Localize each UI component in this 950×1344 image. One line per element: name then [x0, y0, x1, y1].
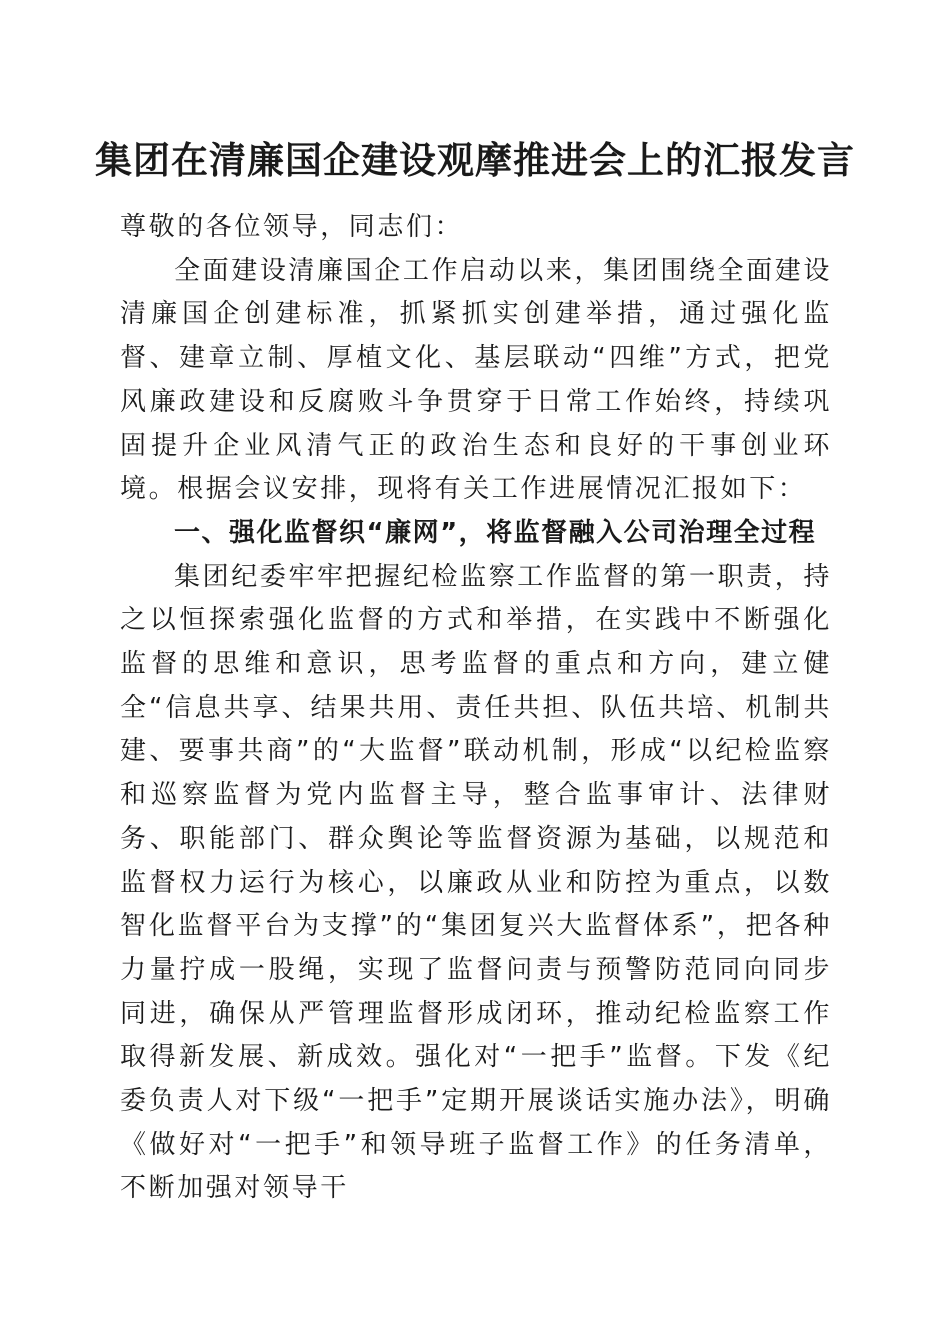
salutation: 尊敬的各位领导，同志们： — [120, 212, 464, 242]
document-title: 集团在清廉国企建设观摩推进会上的汇报发言 — [95, 138, 855, 182]
document-body — [120, 206, 832, 1211]
intro-paragraph: 全面建设清廉国企工作启动以来，集团围绕全面建设清廉国企创建标准，抓紧抓实创建举措，通过强化监督、建章立制、厚植文化、基层联动“四维”方式，把党风廉政建设和反腐败斗争贯穿于日常工作始终，持续巩固提升企业风清气正的政治生态和良好的干事创业环境。根据会议安排，现将有关工作进展情况汇报如下： — [120, 255, 832, 505]
section-1-paragraph: 集团纪委牢牢把握纪检监察工作监督的第一职责，持之以恒探索强化监督的方式和举措，在实践中不断强化监督的思维和意识，思考监督的重点和方向，建立健全“信息共享、结果共用、责任共担、队伍共培、机制共建、要事共商”的“大监督”联动机制，形成“以纪检监察和巡察监督为党内监督主导，整合监事审计、法律财务、职能部门、群众舆论等监督资源为基础，以规范和监督权力运行为核心，以廉政从业和防控为重点，以数智化监督平台为支撑”的“集团复兴大监督体系”，把各种力量拧成一股绳，实现了监督问责与预警防范同向同步同进，确保从严管理监督形成闭环，推动纪检监察工作取得新发展、新成效。强化对“一把手”监督。下发《纪委负责人对下级“一把手”定期开展谈话实施办法》，明确《做好对“一把手”和领导班子监督工作》的任务清单，不断加强对领导干 — [120, 561, 832, 1204]
section-heading-1: 一、强化监督织“廉网”，将监督融入公司治理全过程 — [174, 517, 817, 548]
